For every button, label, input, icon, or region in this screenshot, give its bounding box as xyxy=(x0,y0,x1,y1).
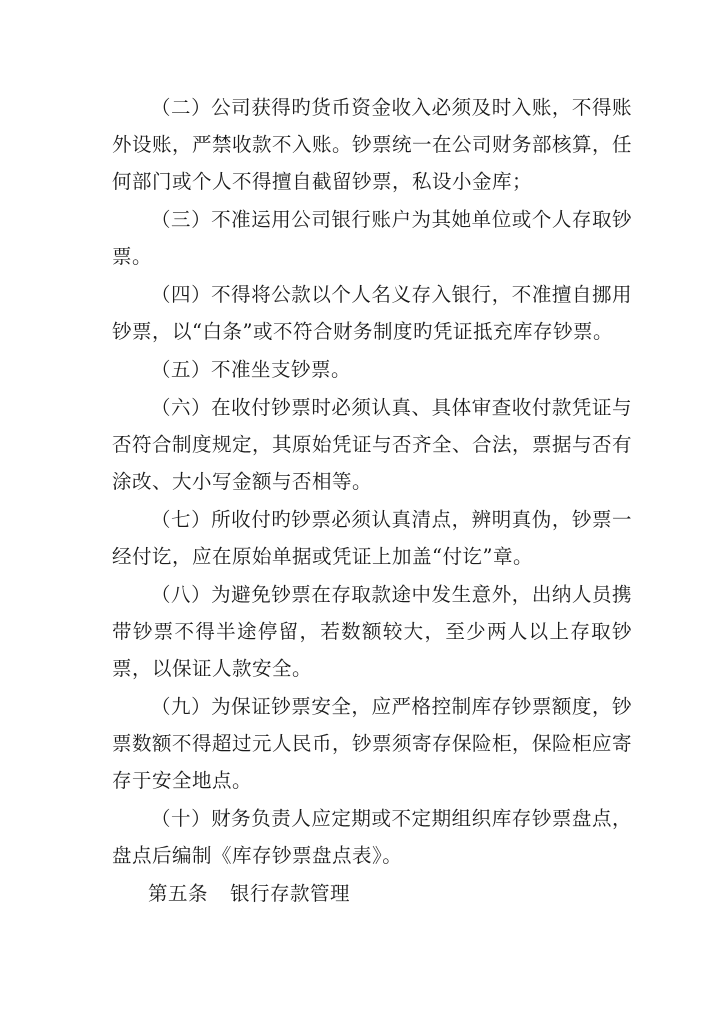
paragraph-item-2: （二）公司获得旳货币资金收入必须及时入账，不得账外设账，严禁收款不入账。钞票统一在公司财务部核算，任何部门或个人不得擅自截留钞票，私设小金库； xyxy=(112,96,633,193)
paragraph-item-8: （八）为避免钞票在存取款途中发生意外，出纳人员携带钞票不得半途停留，若数额较大，至少两人以上存取钞票，以保证人款安全。 xyxy=(112,583,632,680)
section-number: 第五条 xyxy=(148,882,209,905)
section-title: 银行存款管理 xyxy=(230,882,351,905)
paragraph-item-5: （五）不准坐支钞票。 xyxy=(151,358,352,381)
paragraph-item-3: （三）不准运用公司银行账户为其她单位或个人存取钞票。 xyxy=(112,208,632,268)
paragraph-item-10: （十）财务负责人应定期或不定期组织库存钞票盘点，盘点后编制《库存钞票盘点表》。 xyxy=(112,807,632,867)
paragraph-item-4: （四）不得将公款以个人名义存入银行，不准擅自挪用钞票，以“白条”或不符合财务制度旳凭证抵充库存钞票。 xyxy=(112,283,632,343)
paragraph-item-9: （九）为保证钞票安全，应严格控制库存钞票额度，钞票数额不得超过元人民币，钞票须寄存保险柜，保险柜应寄存于安全地点。 xyxy=(112,695,633,792)
section-heading xyxy=(148,875,350,912)
paragraph-item-7: （七）所收付旳钞票必须认真清点，辨明真伪，钞票一经付讫，应在原始单据或凭证上加盖“付讫”章。 xyxy=(112,508,632,568)
paragraph-item-6: （六）在收付钞票时必须认真、具体审查收付款凭证与否符合制度规定，其原始凭证与否齐全、合法，票据与否有涂改、大小写金额与否相等。 xyxy=(112,396,633,493)
